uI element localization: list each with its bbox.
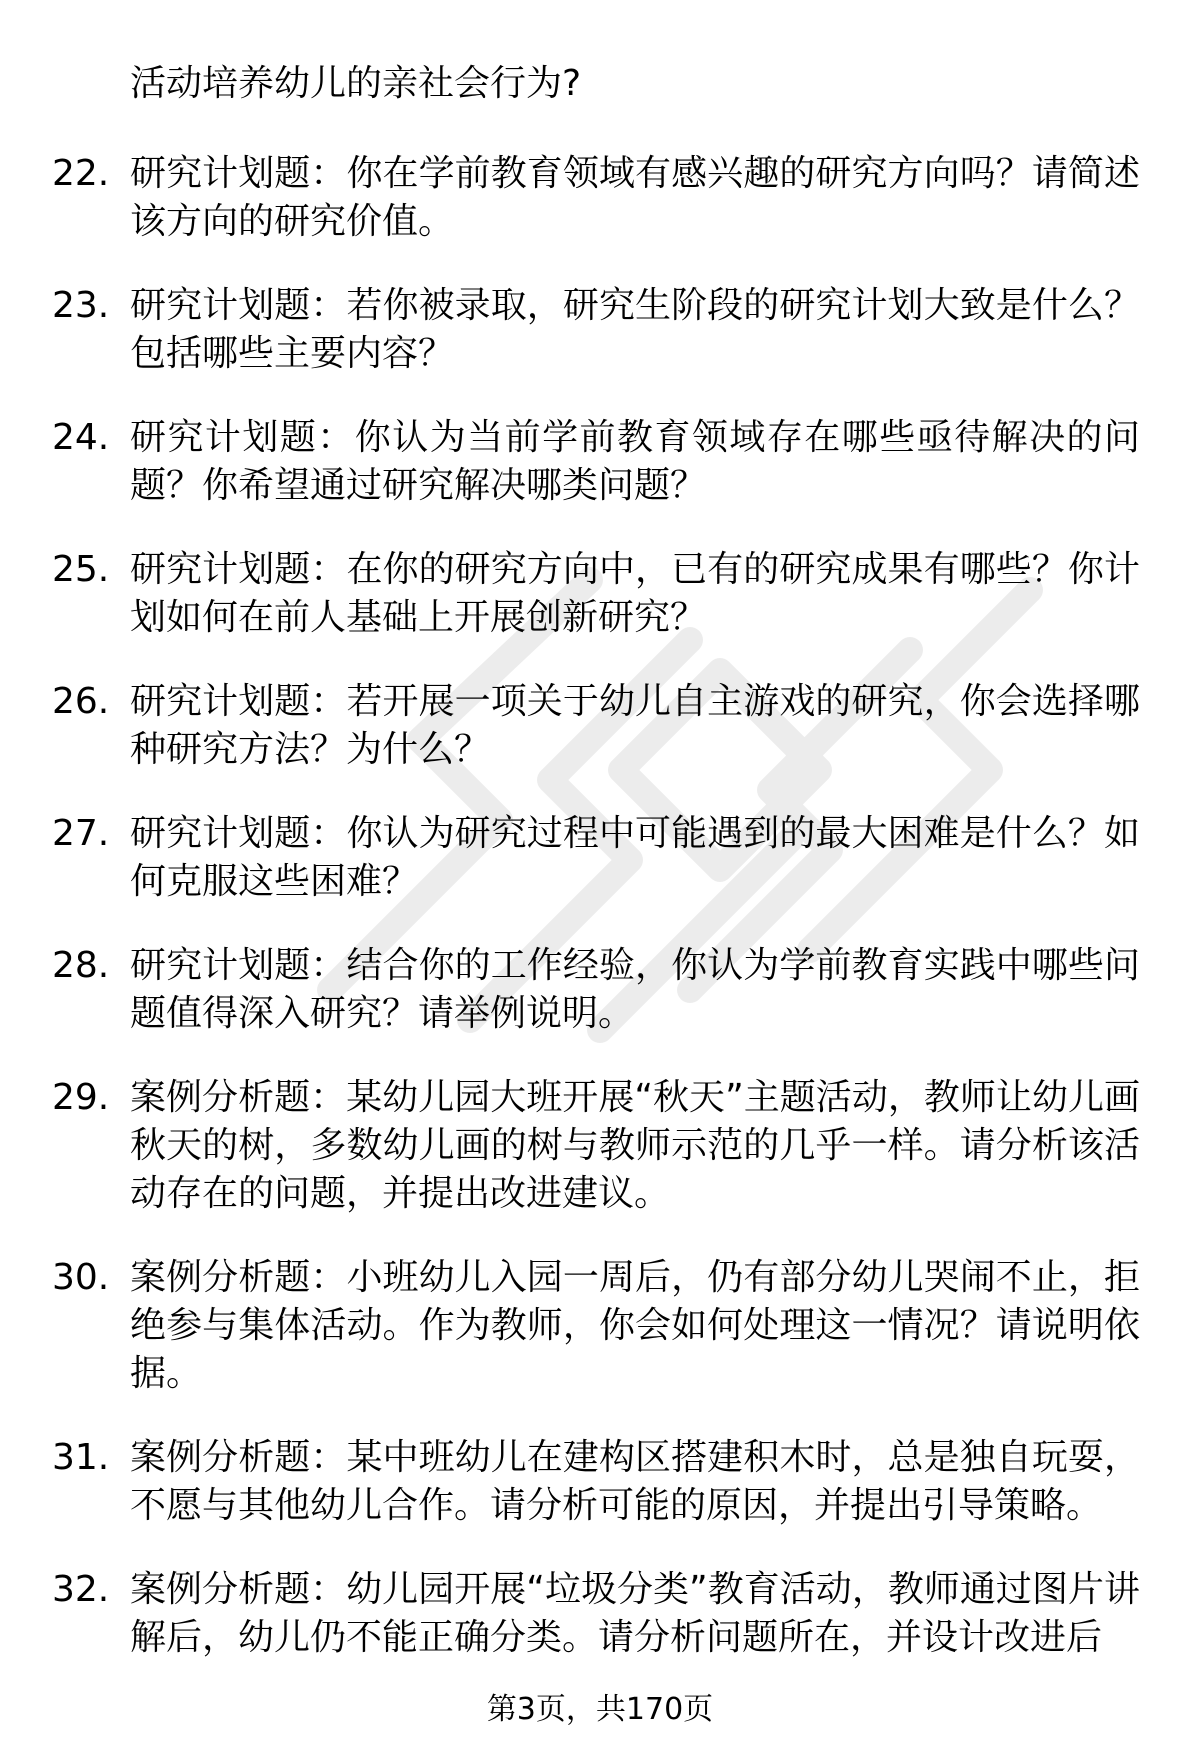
- list-item: [0, 1254, 1200, 1398]
- question-text: 研究计划题：若你被录取，研究生阶段的研究计划大致是什么？包括哪些主要内容？: [130, 285, 1140, 374]
- question-number: 32.: [52, 1569, 110, 1610]
- list-item: [0, 150, 1200, 246]
- continuation-text: 活动培养幼儿的亲社会行为?: [130, 63, 582, 104]
- question-number: 30.: [52, 1257, 110, 1298]
- list-item: [0, 942, 1200, 1038]
- question-number: 29.: [52, 1077, 110, 1118]
- question-number: 23.: [52, 285, 110, 326]
- list-item: [0, 414, 1200, 510]
- question-text: 案例分析题：某中班幼儿在建构区搭建积木时，总是独自玩耍，不愿与其他幼儿合作。请分析可能的原因，并提出引导策略。: [130, 1437, 1140, 1526]
- list-item: [0, 678, 1200, 774]
- list-item: [0, 1074, 1200, 1218]
- question-text: 案例分析题：幼儿园开展“垃圾分类”教育活动，教师通过图片讲解后，幼儿仍不能正确分类。请分析问题所在，并设计改进后: [130, 1569, 1140, 1658]
- question-number: 28.: [52, 945, 110, 986]
- question-number: 26.: [52, 681, 110, 722]
- list-item: [0, 810, 1200, 906]
- question-number: 24.: [52, 417, 110, 458]
- question-text: 研究计划题：若开展一项关于幼儿自主游戏的研究，你会选择哪种研究方法？为什么？: [130, 681, 1140, 770]
- question-list: [0, 150, 1200, 1698]
- page-footer: 第3页，共170页: [486, 1692, 714, 1727]
- question-text: 案例分析题：小班幼儿入园一周后，仍有部分幼儿哭闹不止，拒绝参与集体活动。作为教师，你会如何处理这一情况？请说明依据。: [130, 1257, 1140, 1394]
- question-text: 案例分析题：某幼儿园大班开展“秋天”主题活动，教师让幼儿画秋天的树，多数幼儿画的树与教师示范的几乎一样。请分析该活动存在的问题，并提出改进建议。: [130, 1077, 1140, 1214]
- list-item: [0, 1566, 1200, 1662]
- question-number: 22.: [52, 153, 110, 194]
- question-text: 研究计划题：你认为当前学前教育领域存在哪些亟待解决的问题？你希望通过研究解决哪类问题？: [130, 417, 1140, 506]
- question-text: 研究计划题：你在学前教育领域有感兴趣的研究方向吗？请简述该方向的研究价值。: [130, 153, 1140, 242]
- question-number: 25.: [52, 549, 110, 590]
- question-number: 27.: [52, 813, 110, 854]
- question-number: 31.: [52, 1437, 110, 1478]
- question-text: 研究计划题：在你的研究方向中，已有的研究成果有哪些？你计划如何在前人基础上开展创新研究？: [130, 549, 1140, 638]
- list-item: [0, 546, 1200, 642]
- question-text: 研究计划题：结合你的工作经验，你认为学前教育实践中哪些问题值得深入研究？请举例说明。: [130, 945, 1140, 1034]
- question-text: 研究计划题：你认为研究过程中可能遇到的最大困难是什么？如何克服这些困难？: [130, 813, 1140, 902]
- list-item: [0, 1434, 1200, 1530]
- list-item: [0, 282, 1200, 378]
